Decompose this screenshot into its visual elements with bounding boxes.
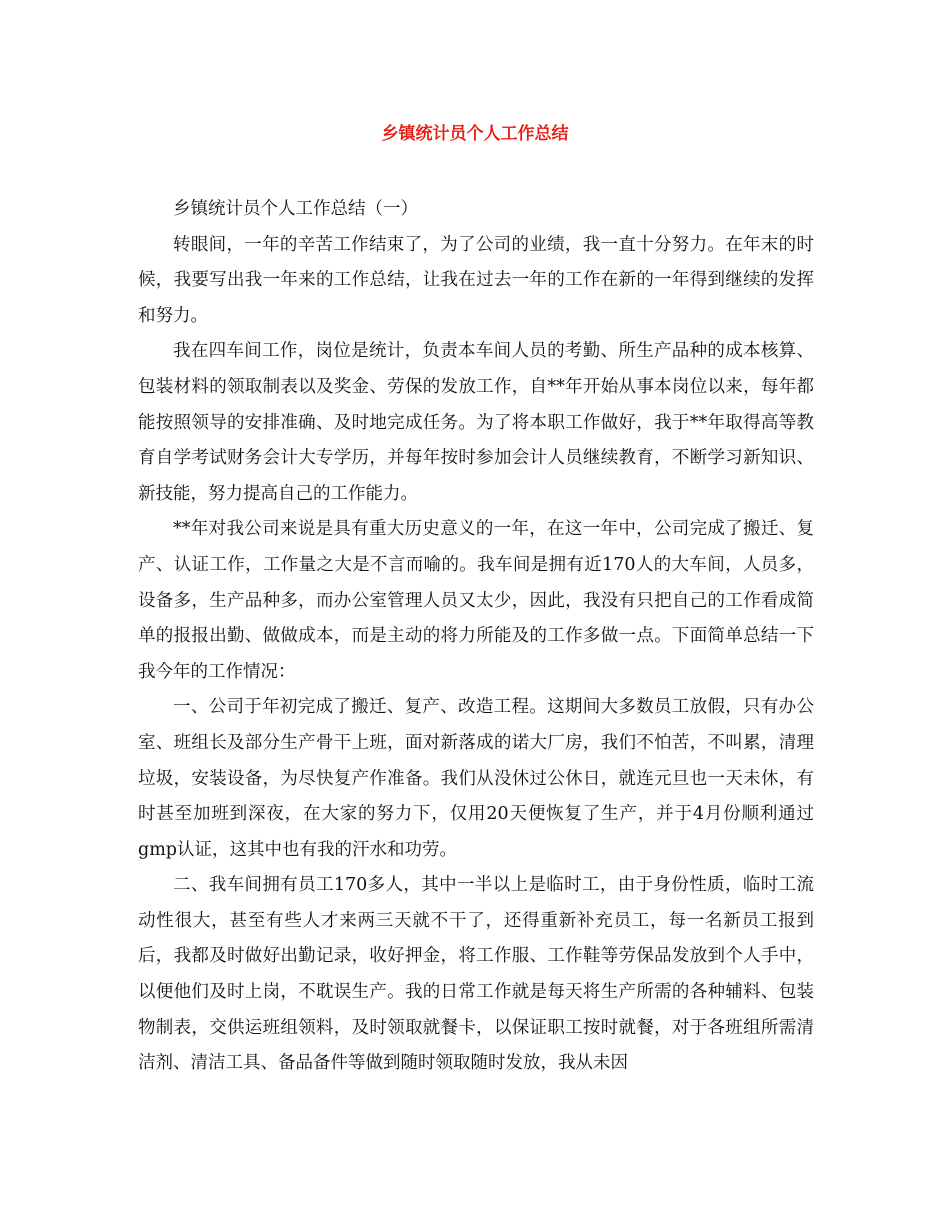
paragraph: 我在四车间工作，岗位是统计，负责本车间人员的考勤、所生产品种的成本核算、包装材料的领取制表以及奖金、劳保的发放工作，自**年开始从事本岗位以来，每年都能按照领导的安排准确、及时地完成任务。为了将本职工作做好，我于**年取得高等教育自学考试财务会计大专学历，并每年按时参加会计人员继续教育，不断学习新知识、新技能，努力提高自己的工作能力。 xyxy=(138,341,814,504)
paragraph: 二、我车间拥有员工170多人，其中一半以上是临时工，由于身份性质，临时工流动性很大，甚至有些人才来两三天就不干了，还得重新补充员工，每一名新员工报到后，我都及时做好出勤记录，收好押金，将工作服、工作鞋等劳保品发放到个人手中，以便他们及时上岗，不耽误生产。我的日常工作就是每天将生产所需的各种辅料、包装物制表，交供运班组领料，及时领取就餐卡，以保证职工按时就餐，对于各班组所需清洁剂、清洁工具、备品备件等做到随时领取随时发放，我从未因 xyxy=(138,875,814,1074)
paragraph: 转眼间，一年的辛苦工作结束了，为了公司的业绩，我一直十分努力。在年末的时候，我要写出我一年来的工作总结，让我在过去一年的工作在新的一年得到继续的发挥和努力。 xyxy=(138,234,814,326)
paragraph: **年对我公司来说是具有重大历史意义的一年，在这一年中，公司完成了搬迁、复产、认证工作，工作量之大是不言而喻的。我车间是拥有近170人的大车间，人员多，设备多，生产品种多，而办公室管理人员又太少，因此，我没有只把自己的工作看成简单的报报出勤、做做成本，而是主动的将力所能及的工作多做一点。下面简单总结一下我今年的工作情况： xyxy=(138,519,814,682)
document-title: 乡镇统计员个人工作总结 xyxy=(381,124,569,144)
section-heading: 乡镇统计员个人工作总结（一） xyxy=(173,199,418,219)
paragraph: 一、公司于年初完成了搬迁、复产、改造工程。这期间大多数员工放假，只有办公室、班组长及部分生产骨干上班，面对新落成的诺大厂房，我们不怕苦，不叫累，清理垃圾，安装设备，为尽快复产作准备。我们从没休过公休日，就连元旦也一天未休，有时甚至加班到深夜，在大家的努力下，仅用20天便恢复了生产，并于4月份顺利通过gmp认证，这其中也有我的汗水和功劳。 xyxy=(138,697,814,860)
document-body xyxy=(138,192,814,1082)
